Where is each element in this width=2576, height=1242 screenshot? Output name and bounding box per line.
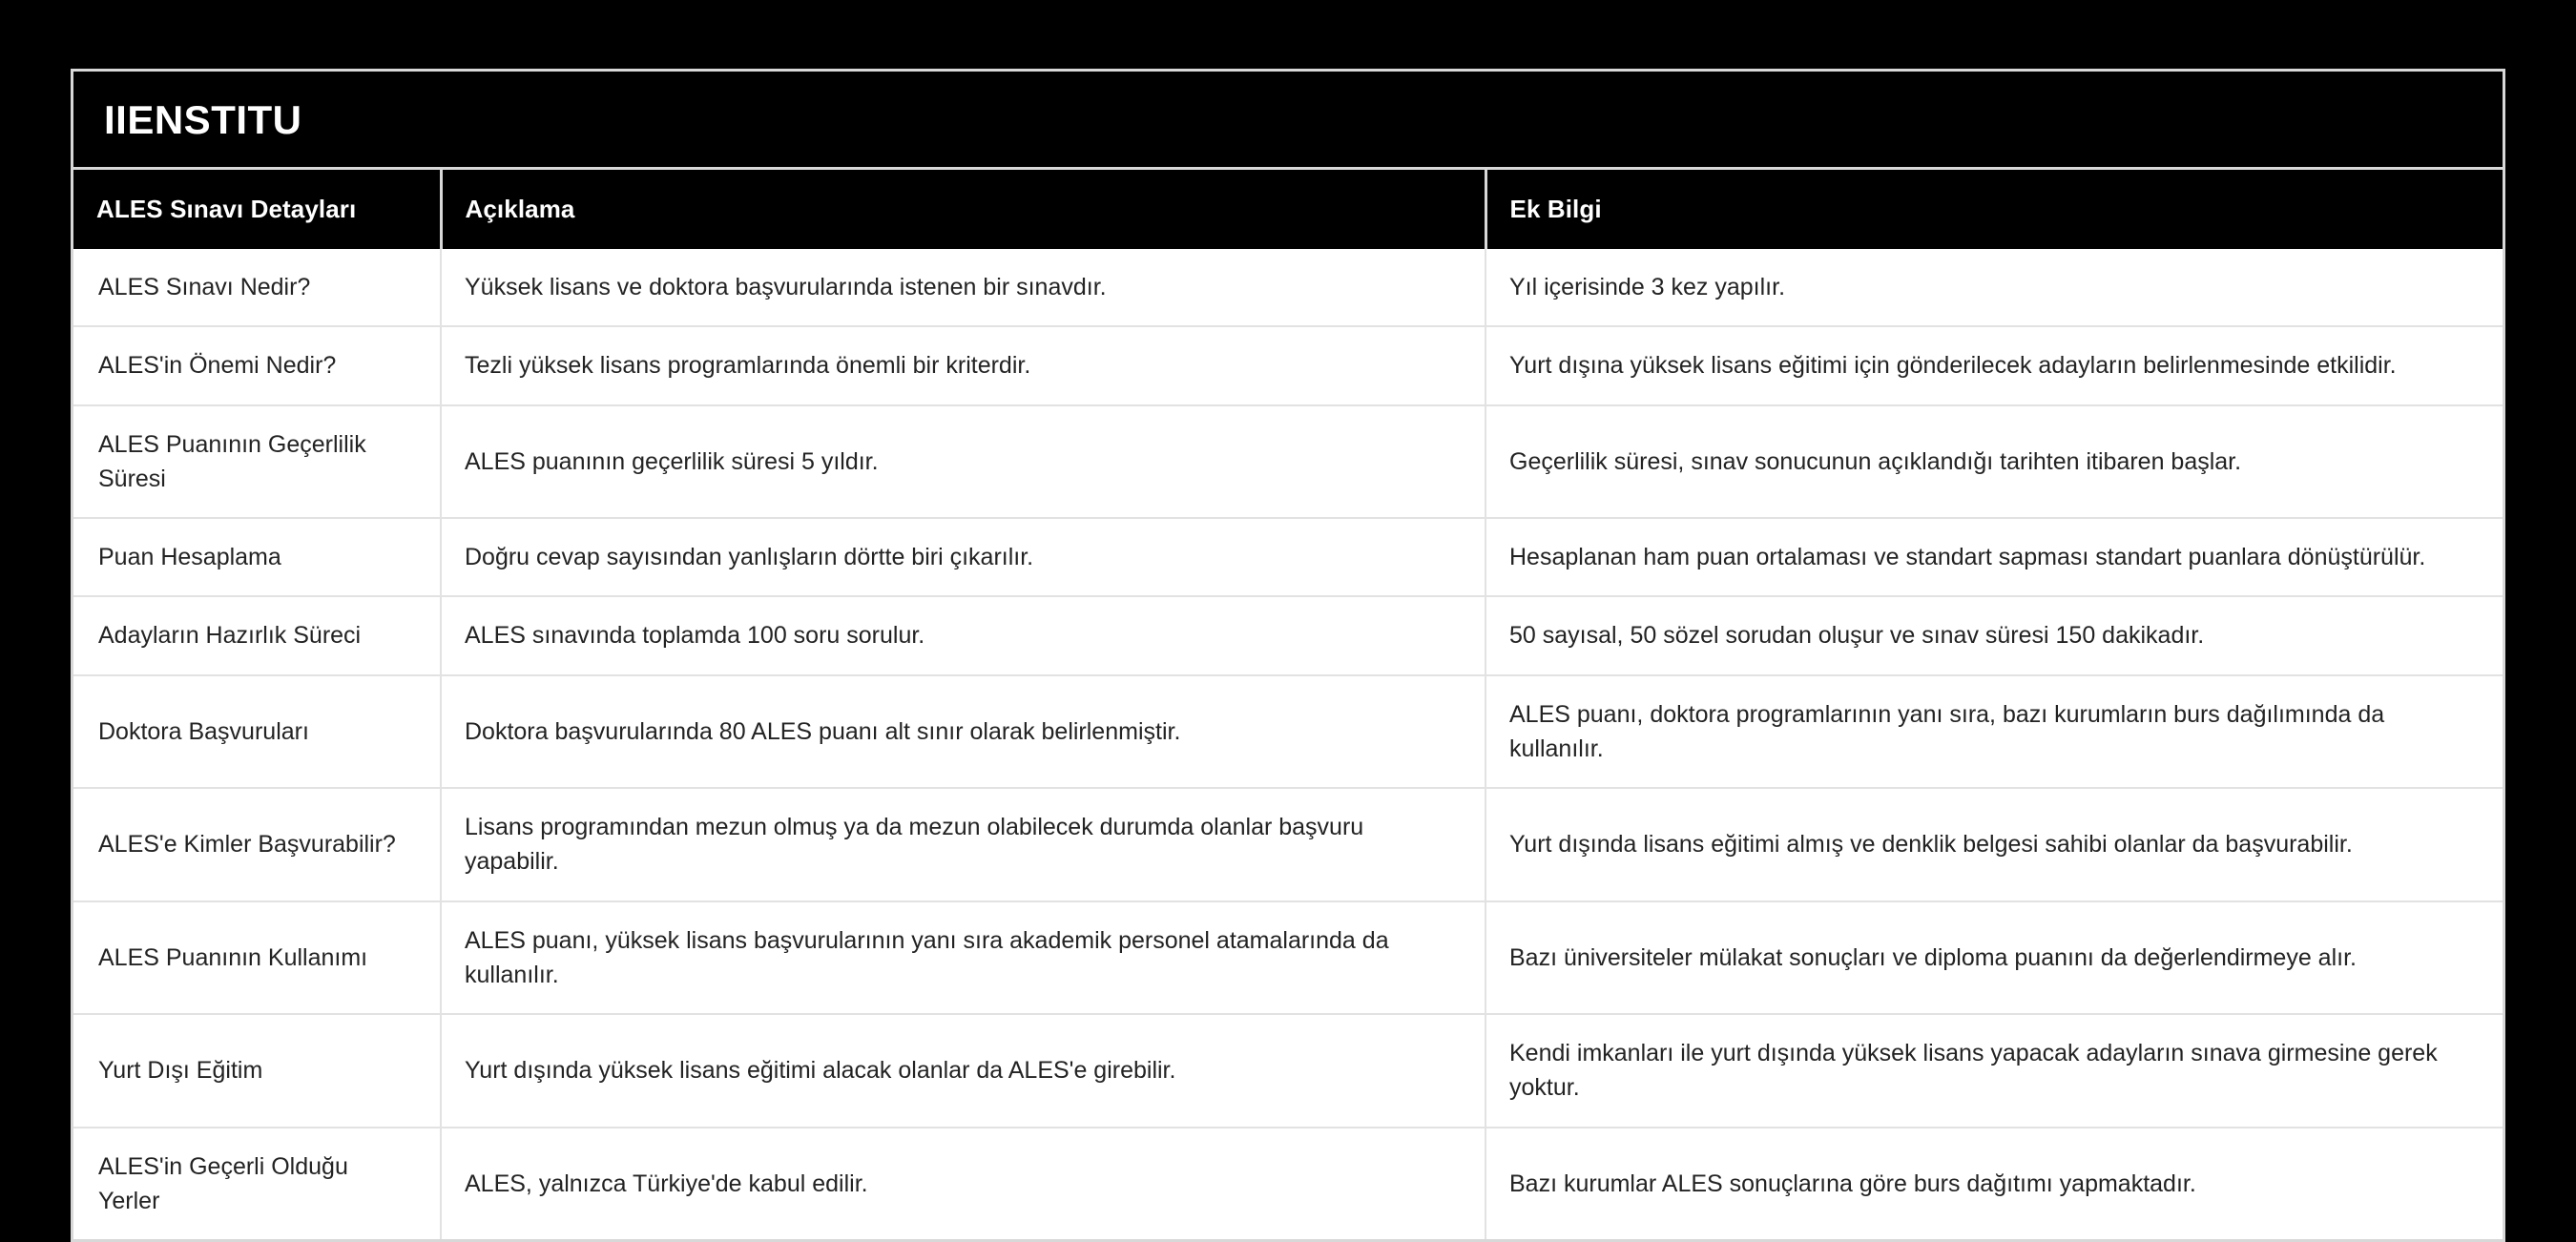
ales-info-table [73,170,2503,1239]
cell-detail: Adayların Hazırlık Süreci [73,596,441,674]
table-row [73,901,2503,1015]
content-card [71,69,2505,1242]
brand-logo-text: IIENSTITU [104,97,302,142]
table-row [73,249,2503,326]
table-row [73,405,2503,519]
cell-detail: ALES Sınavı Nedir? [73,249,441,326]
cell-detail: Doktora Başvuruları [73,675,441,789]
cell-extra: Yıl içerisinde 3 kez yapılır. [1485,249,2503,326]
cell-description: Doğru cevap sayısından yanlışların dörtte biri çıkarılır. [441,518,1485,596]
cell-extra: Bazı kurumlar ALES sonuçlarına göre burs dağıtımı yapmaktadır. [1485,1128,2503,1240]
cell-detail: ALES'in Geçerli Olduğu Yerler [73,1128,441,1240]
table-row [73,596,2503,674]
cell-detail: ALES Puanının Geçerlilik Süresi [73,405,441,519]
table-row [73,675,2503,789]
cell-detail: ALES'e Kimler Başvurabilir? [73,788,441,901]
cell-description: ALES puanının geçerlilik süresi 5 yıldır. [441,405,1485,519]
cell-detail: ALES Puanının Kullanımı [73,901,441,1015]
cell-description: Tezli yüksek lisans programlarında önemli bir kriterdir. [441,326,1485,404]
cell-extra: Yurt dışında lisans eğitimi almış ve denklik belgesi sahibi olanlar da başvurabilir. [1485,788,2503,901]
cell-extra: Kendi imkanları ile yurt dışında yüksek lisans yapacak adayların sınava girmesine gerek yoktur. [1485,1014,2503,1128]
cell-detail: Puan Hesaplama [73,518,441,596]
table-row [73,788,2503,901]
table-row [73,326,2503,404]
cell-description: Yurt dışında yüksek lisans eğitimi alacak olanlar da ALES'e girebilir. [441,1014,1485,1128]
cell-extra: Yurt dışına yüksek lisans eğitimi için gönderilecek adayların belirlenmesinde etkilidir. [1485,326,2503,404]
cell-description: ALES sınavında toplamda 100 soru sorulur. [441,596,1485,674]
cell-description: Lisans programından mezun olmuş ya da mezun olabilecek durumda olanlar başvuru yapabilir. [441,788,1485,901]
table-header-row [73,170,2503,249]
table-header [73,170,2503,249]
cell-extra: 50 sayısal, 50 sözel sorudan oluşur ve sınav süresi 150 dakikadır. [1485,596,2503,674]
brand-bar [73,72,2503,170]
cell-description: ALES puanı, yüksek lisans başvurularının yanı sıra akademik personel atamalarında da kullanılır. [441,901,1485,1015]
table-body [73,249,2503,1239]
cell-detail: ALES'in Önemi Nedir? [73,326,441,404]
table-row [73,518,2503,596]
table-row [73,1128,2503,1240]
column-header-extra: Ek Bilgi [1485,170,2503,249]
cell-extra: ALES puanı, doktora programlarının yanı sıra, bazı kurumların burs dağılımında da kullanılır. [1485,675,2503,789]
cell-extra: Geçerlilik süresi, sınav sonucunun açıklandığı tarihten itibaren başlar. [1485,405,2503,519]
cell-extra: Hesaplanan ham puan ortalaması ve standart sapması standart puanlara dönüştürülür. [1485,518,2503,596]
table-row [73,1014,2503,1128]
cell-description: ALES, yalnızca Türkiye'de kabul edilir. [441,1128,1485,1240]
cell-detail: Yurt Dışı Eğitim [73,1014,441,1128]
cell-description: Doktora başvurularında 80 ALES puanı alt sınır olarak belirlenmiştir. [441,675,1485,789]
cell-description: Yüksek lisans ve doktora başvurularında istenen bir sınavdır. [441,249,1485,326]
column-header-detail: ALES Sınavı Detayları [73,170,441,249]
cell-extra: Bazı üniversiteler mülakat sonuçları ve diploma puanını da değerlendirmeye alır. [1485,901,2503,1015]
column-header-description: Açıklama [441,170,1485,249]
